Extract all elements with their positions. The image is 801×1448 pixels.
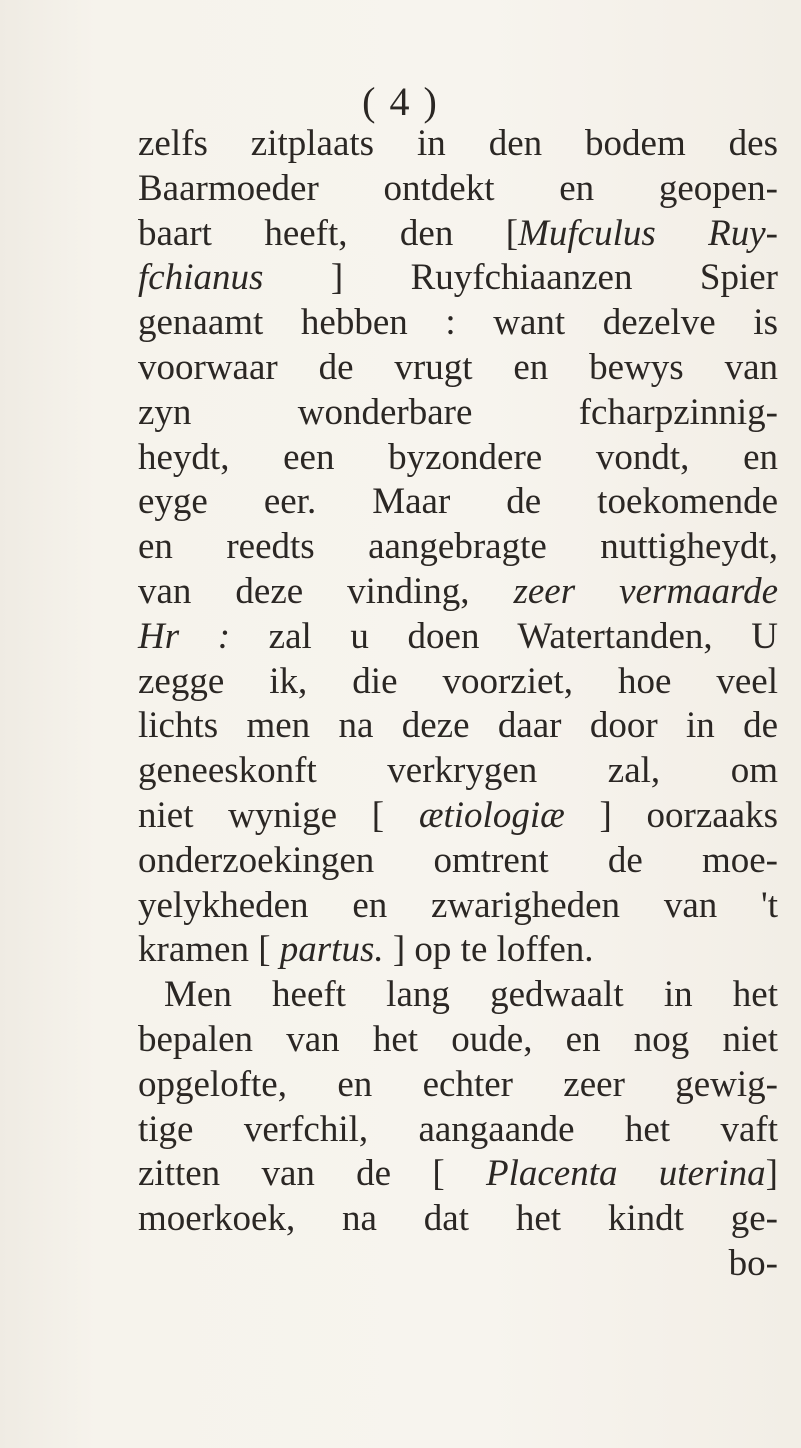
text-line-4: fchianus ] Ruyfchiaanzen Spier (138, 257, 778, 299)
text-line-14: lichts men na deze daar door in de (138, 705, 778, 747)
text-line-21: bepalen van het oude, en nog niet (138, 1018, 778, 1060)
text-line-6: voorwaar de vrugt en bewys van (138, 346, 778, 388)
body-text (138, 122, 778, 1287)
text-line-5: genaamt hebben : want dezelve is (138, 302, 778, 344)
text-line-1: zelfs zitplaats in den bodem des (138, 123, 778, 164)
text-line-16: niet wynige [ ætiologiæ ] oorzaaks (138, 794, 778, 836)
text-line-10: en reedts aangebragte nuttigheydt, (138, 526, 778, 568)
text-line-12: Hr : zal u doen Watertanden, U (138, 615, 778, 657)
text-line-9: eyge eer. Maar de toekomende (138, 481, 778, 523)
text-line-24: zitten van de [ Placenta uterina] (138, 1153, 778, 1195)
page-number: ( 4 ) (362, 79, 439, 124)
text-line-7: zyn wonderbare fcharpzinnig- (138, 391, 778, 433)
text-line-22: opgelofte, en echter zeer gewig- (138, 1063, 778, 1105)
text-line-3: baart heeft, den [Mufculus Ruy- (138, 212, 778, 254)
text-line-2: Baarmoeder ontdekt en geopen- (138, 167, 778, 209)
text-line-23: tige verfchil, aangaande het vaft (138, 1108, 778, 1150)
text-line-20: Men heeft lang gedwaalt in het (164, 974, 778, 1016)
text-line-19: kramen [ partus. ] op te loffen. (138, 929, 594, 971)
text-line-25: moerkoek, na dat het kindt ge- (138, 1198, 778, 1240)
text-line-8: heydt, een byzondere vondt, en (138, 436, 778, 478)
text-line-18: yelykheden en zwarigheden van 't (138, 884, 778, 926)
text-line-15: geneeskonft verkrygen zal, om (138, 750, 778, 792)
text-line-11: van deze vinding, zeer vermaarde (138, 570, 778, 612)
text-line-13: zegge ik, die voorziet, hoe veel (138, 660, 778, 702)
text-line-17: onderzoekingen omtrent de moe- (138, 839, 778, 881)
catchword: bo- (728, 1242, 778, 1284)
